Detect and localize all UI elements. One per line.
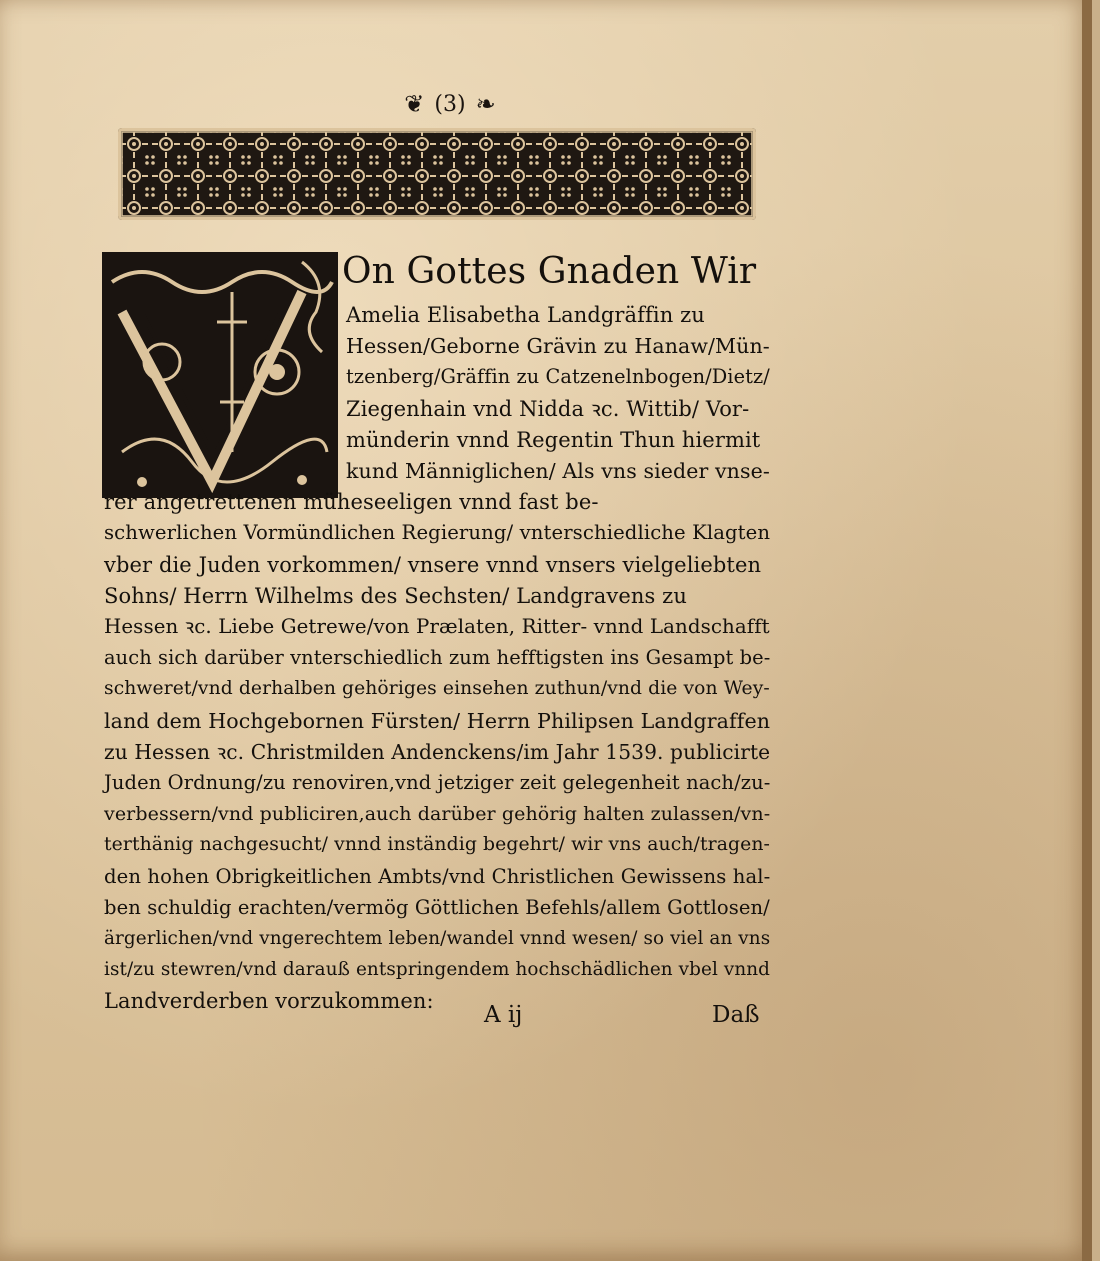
- decorated-initial-v-icon: [102, 252, 338, 498]
- text-line: Sohns/ Herrn Wilhelms des Sechsten/ Landgravens zu: [104, 583, 687, 608]
- catchword: Daß: [712, 1002, 760, 1028]
- text-line: Juden Ordnung/zu renoviren,vnd jetziger zeit gelegenheit nach/zu-: [104, 771, 771, 794]
- text-line: ben schuldig erachten/vermög Göttlichen Befehls/allem Gottlosen/: [104, 895, 770, 919]
- page-number: (3): [434, 91, 466, 117]
- fleuron-right-icon: ❧: [475, 90, 496, 118]
- text-line: rer angetrettenen müheseeligen vnnd fast be-: [104, 490, 599, 515]
- page-header: [380, 86, 520, 122]
- text-line: den hohen Obrigkeitlichen Ambts/vnd Christlichen Gewissens hal-: [104, 864, 771, 888]
- opening-line: On Gottes Gnaden Wir: [342, 251, 757, 292]
- text-line: land dem Hochgebornen Fürsten/ Herrn Philipsen Landgraffen: [104, 708, 771, 733]
- text-line: Ziegenhain vnd Nidda ꝛc. Wittib/ Vor-: [346, 396, 750, 421]
- text-line: auch sich darüber vnterschiedlich zum hefftigsten ins Gesampt be-: [104, 646, 771, 670]
- text-line: vber die Juden vorkommen/ vnsere vnnd vnsers vielgeliebten: [104, 552, 762, 577]
- page-edge: [1082, 0, 1092, 1261]
- text-line: münderin vnnd Regentin Thun hiermit: [346, 427, 761, 452]
- fleuron-left-icon: ❦: [404, 90, 425, 118]
- text-line: Amelia Elisabetha Landgräffin zu: [346, 303, 705, 327]
- text-line: terthänig nachgesucht/ vnnd inständig begehrt/ wir vns auch/tragen-: [104, 834, 770, 856]
- text-line: Landverderben vorzukommen:: [104, 989, 434, 1014]
- text-line: tzenberg/Gräffin zu Catzenelnbogen/Dietz/: [346, 365, 770, 389]
- woodcut-ornament-band-icon: [118, 128, 756, 220]
- text-line: Hessen ꝛc. Liebe Getrewe/von Prælaten, Ritter- vnnd Landschafft: [104, 615, 770, 638]
- text-line: verbessern/vnd publiciren,auch darüber gehörig halten zulassen/vn-: [104, 803, 771, 826]
- text-line: Hessen/Geborne Grävin zu Hanaw/Mün-: [346, 334, 770, 359]
- text-line: ist/zu stewren/vnd darauß entspringendem hochschädlichen vbel vnnd: [104, 959, 771, 981]
- text-line: kund Männiglichen/ Als vns sieder vnse-: [346, 459, 770, 483]
- text-line: schwerlichen Vormündlichen Regierung/ vnterschiedliche Klagten: [104, 521, 771, 545]
- text-line: zu Hessen ꝛc. Christmilden Andenckens/im Jahr 1539. publicirte: [104, 739, 771, 764]
- text-line: schweret/vnd derhalben gehöriges einsehen zuthun/vnd die von Wey-: [104, 678, 770, 700]
- signature-mark: A ij: [484, 1002, 523, 1028]
- text-line: ärgerlichen/vnd vngerechtem leben/wandel vnnd wesen/ so viel an vns: [104, 928, 771, 949]
